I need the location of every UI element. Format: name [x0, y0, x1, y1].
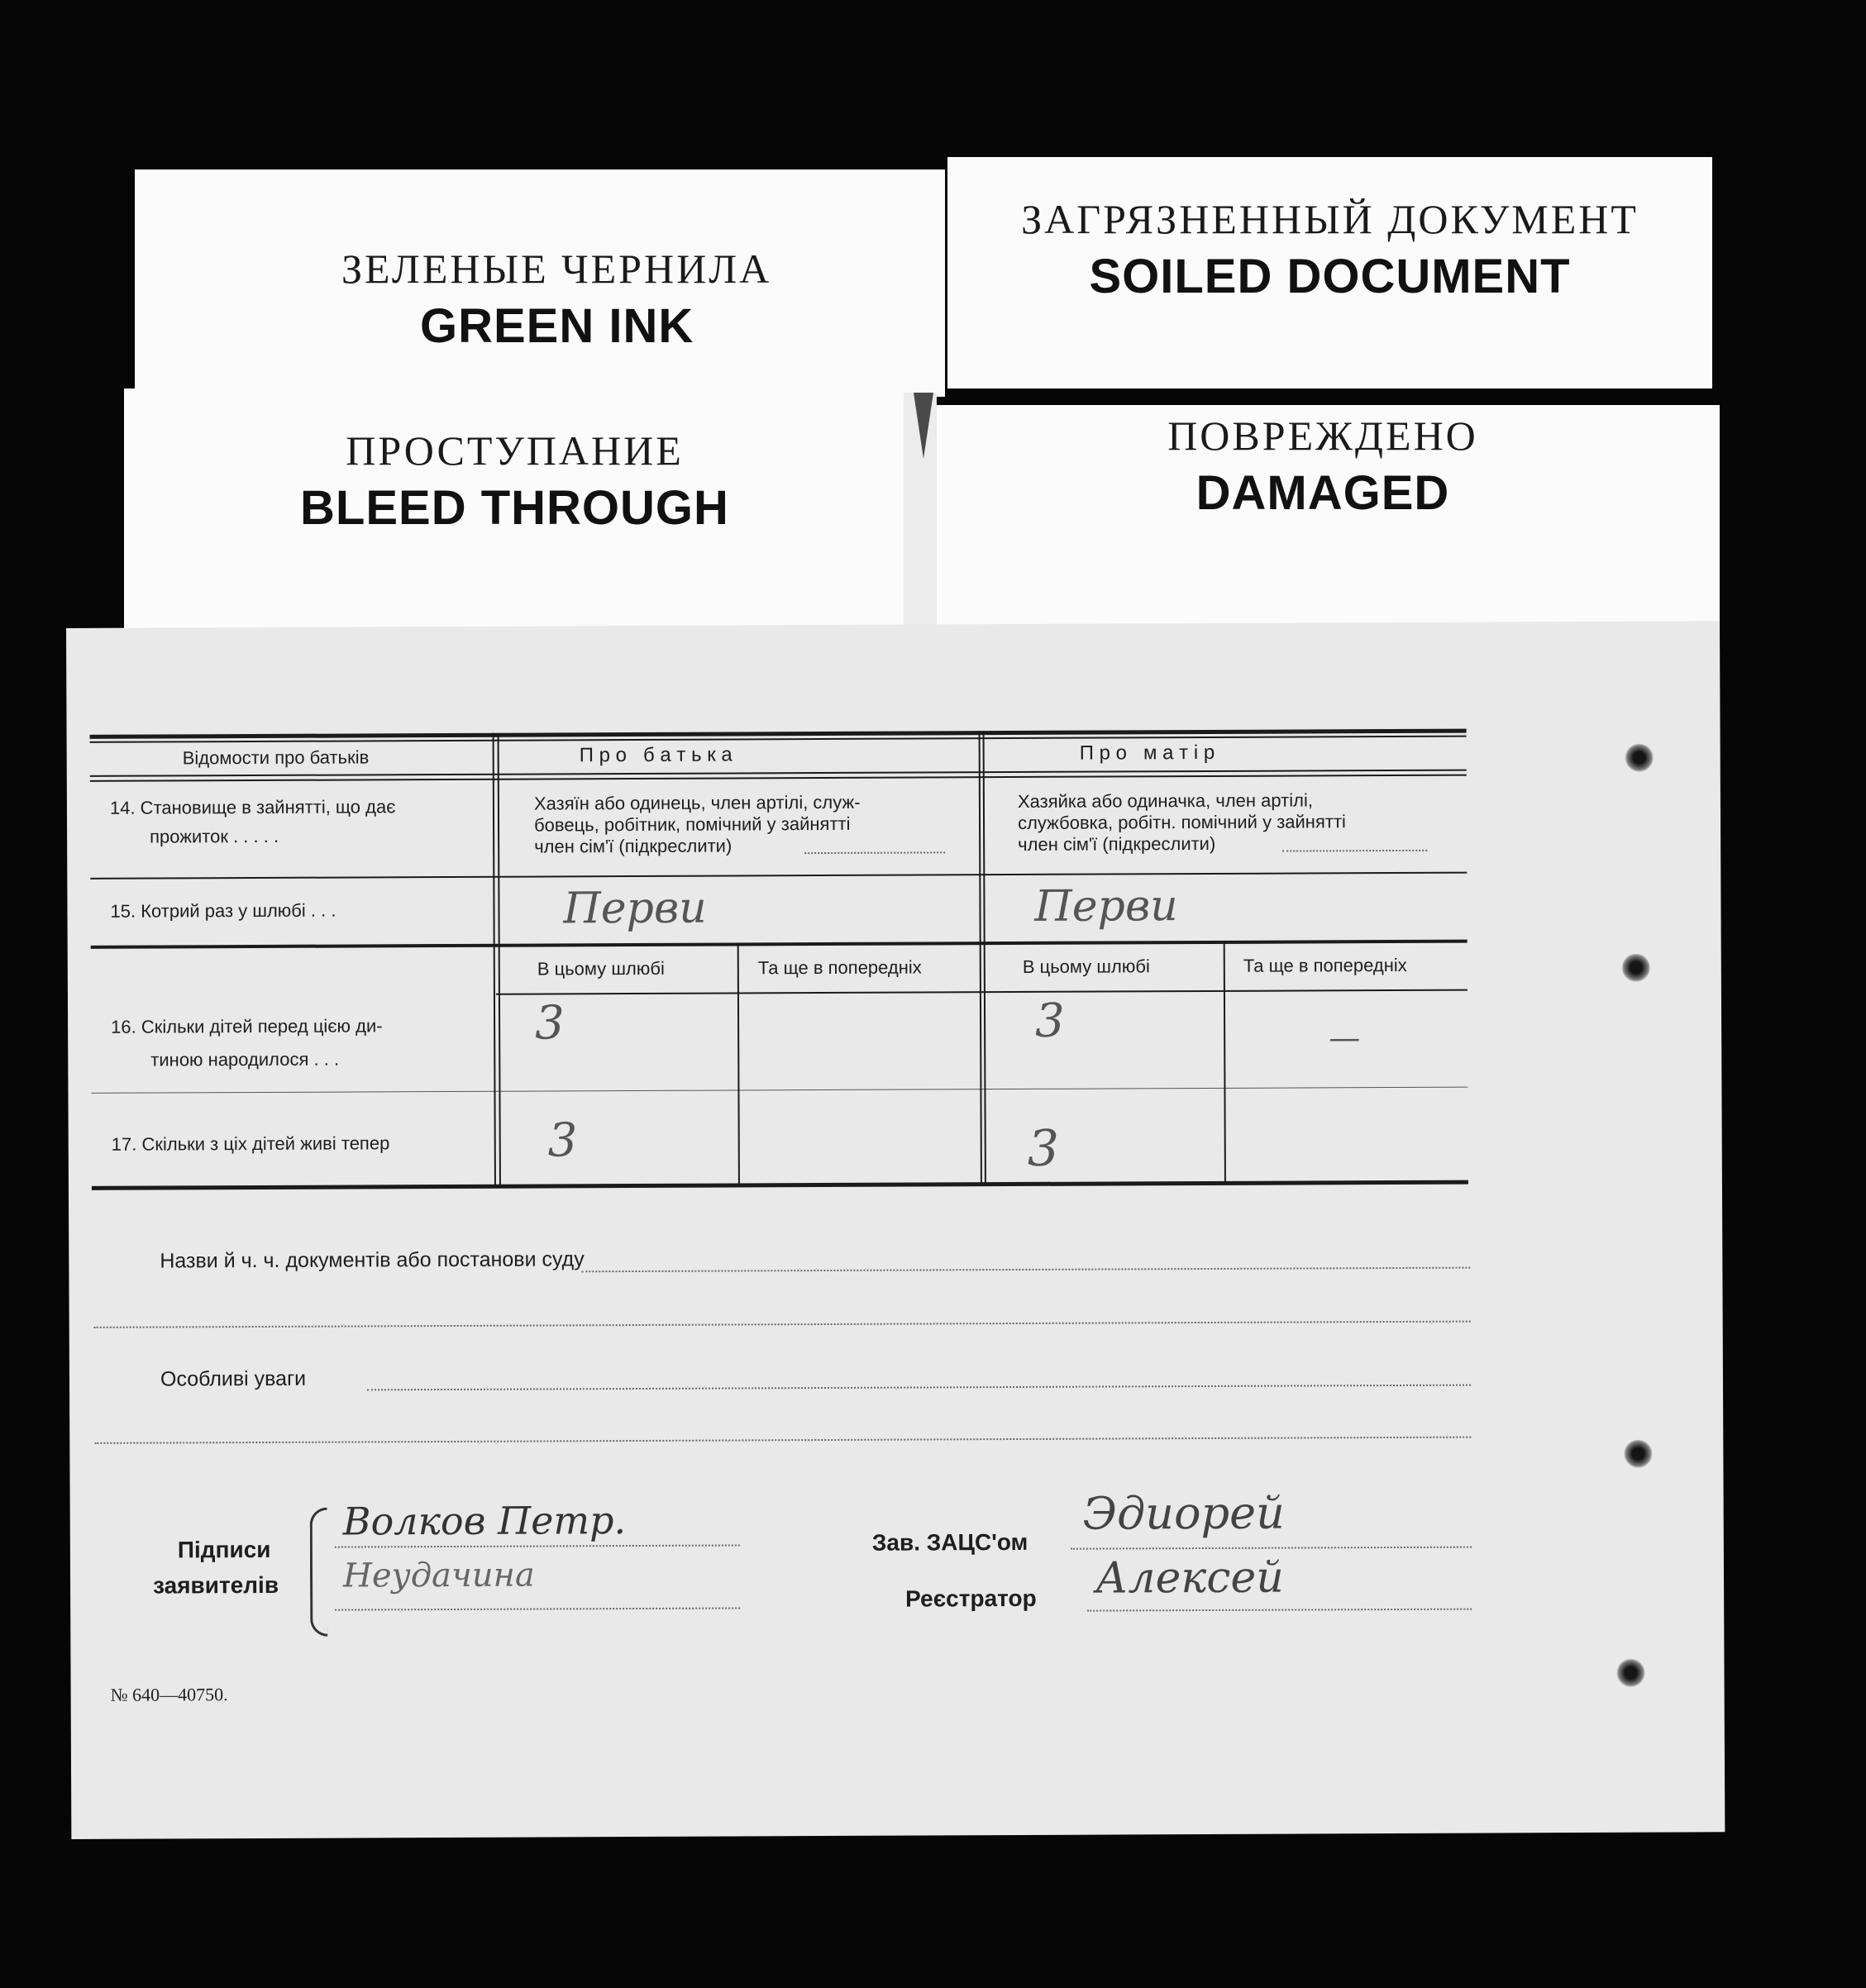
registrar-signature: Алексей: [1095, 1552, 1284, 1604]
soiled-document-label-card: [947, 157, 1712, 389]
row16-father-this-value: 3: [534, 996, 565, 1051]
row14-father-dots: [804, 851, 945, 854]
row16-label-line2: тиною народилося . . .: [150, 1048, 340, 1070]
row14-father-line2: бовець, робітник, помічний у зайнятті: [533, 813, 851, 836]
signature-line-2: [335, 1607, 740, 1610]
col-divider-2b: [983, 731, 986, 1185]
bleed-label-ru: ПРОСТУПАНИЕ: [346, 427, 684, 474]
row16-mother-this-value: 3: [1034, 994, 1065, 1048]
punch-hole-1: [1625, 744, 1654, 772]
row14-label-line2: прожиток . . . . .: [150, 825, 279, 847]
col-divider-1: [493, 733, 496, 1188]
punch-hole-4: [1616, 1659, 1644, 1687]
green-ink-label-en: GREEN INK: [420, 299, 694, 353]
row14-mother-line3: член сім'ї (підкреслити): [1018, 832, 1216, 855]
signature-line-1: [335, 1544, 740, 1547]
green-ink-label-card: [135, 169, 945, 397]
damaged-label-card: [934, 405, 1720, 645]
row15-mother-handwriting: Перви: [1034, 881, 1178, 932]
col-divider-mother-sub: [1224, 942, 1226, 1184]
soiled-label-ru: ЗАГРЯЗНЕННЫЙ ДОКУМЕНТ: [1021, 196, 1639, 242]
registrar-signature-line: [1087, 1609, 1472, 1612]
row14-label-line1: 14. Становище в зайнятті, що дає: [109, 796, 396, 818]
col-divider-2: [979, 731, 982, 1185]
header-info-about-parents: Відомости про батьків: [182, 746, 370, 769]
subheader-father-this-marriage: В цьому шлюбі: [537, 957, 665, 980]
row16-bottom-rule: [91, 1087, 1468, 1094]
signature-bracket: [310, 1508, 328, 1637]
row14-mother-line2: службовка, робітн. помічний у зайнятті: [1017, 811, 1346, 833]
subheader-mother-previous: Та ще в попередніх: [1243, 954, 1407, 976]
row16-mother-previous-value: —: [1329, 1019, 1361, 1056]
applicants-signatures-label-line2: заявителів: [152, 1571, 279, 1599]
row15-bottom-rule: [91, 940, 1468, 949]
documents-line-2: [94, 1321, 1471, 1328]
registrar-label: Реєстратор: [905, 1585, 1037, 1612]
applicants-signatures-label-line1: Підписи: [177, 1536, 271, 1563]
remarks-line-2: [94, 1437, 1471, 1444]
row15-father-handwriting: Перви: [563, 883, 707, 934]
row14-father-line1: Хазяїн або одинець, член артілі, служ-: [533, 791, 861, 814]
card-separator-strip: [904, 393, 937, 636]
documents-line: [581, 1267, 1470, 1273]
subheader-bottom-rule: [496, 989, 1468, 995]
punch-hole-2: [1622, 954, 1650, 982]
row16-label-line1: 16. Скільки дітей перед цією ди-: [111, 1015, 383, 1037]
green-ink-label-ru: ЗЕЛЕНЫЕ ЧЕРНИЛА: [341, 246, 772, 292]
col-divider-1b: [498, 733, 501, 1188]
civil-registry-form: [66, 621, 1725, 1839]
col-divider-father-sub: [737, 944, 740, 1185]
remarks-line: [367, 1385, 1471, 1391]
bleed-label-en: BLEED THROUGH: [300, 481, 729, 535]
header-about-mother: П р о м а т і р: [1079, 741, 1215, 765]
header-about-father: П р о б а т ь к а: [579, 743, 733, 767]
row17-father-this-value: 3: [547, 1113, 578, 1168]
form-number: № 640—40750.: [110, 1684, 228, 1705]
registry-head-label: Зав. ЗАЦС'ом: [871, 1528, 1028, 1556]
applicant-signature-2: Неудачина: [342, 1556, 535, 1595]
registry-head-signature: Эдиорей: [1082, 1486, 1285, 1540]
table-bottom-rule: [92, 1180, 1468, 1190]
applicant-signature-1: Волков Петр.: [342, 1498, 627, 1544]
punch-hole-3: [1624, 1440, 1652, 1468]
soiled-label-en: SOILED DOCUMENT: [1089, 250, 1571, 303]
subheader-mother-this-marriage: В цьому шлюбі: [1022, 956, 1150, 977]
row14-father-line3: член сім'ї (підкреслити): [534, 835, 733, 857]
row15-label: 15. Котрий раз у шлюбі . . .: [110, 899, 336, 922]
row14-mother-dots: [1282, 850, 1427, 852]
registry-head-signature-line: [1071, 1547, 1472, 1550]
row14-bottom-rule: [90, 872, 1467, 880]
row17-mother-this-value: 3: [1027, 1119, 1060, 1178]
row17-label: 17. Скільки з ціх дітей живі тепер: [111, 1132, 390, 1155]
row14-mother-line1: Хазяйка або одиначка, член артілі,: [1017, 789, 1313, 812]
remarks-label: Особливі уваги: [160, 1366, 307, 1391]
subheader-father-previous: Та ще в попередніх: [757, 956, 922, 979]
damaged-label-ru: ПОВРЕЖДЕНО: [1167, 412, 1478, 459]
documents-label: Назви й ч. ч. документів або постанови суду: [160, 1247, 585, 1273]
bleed-through-label-card: [124, 389, 905, 636]
damaged-label-en: DAMAGED: [1195, 466, 1450, 520]
